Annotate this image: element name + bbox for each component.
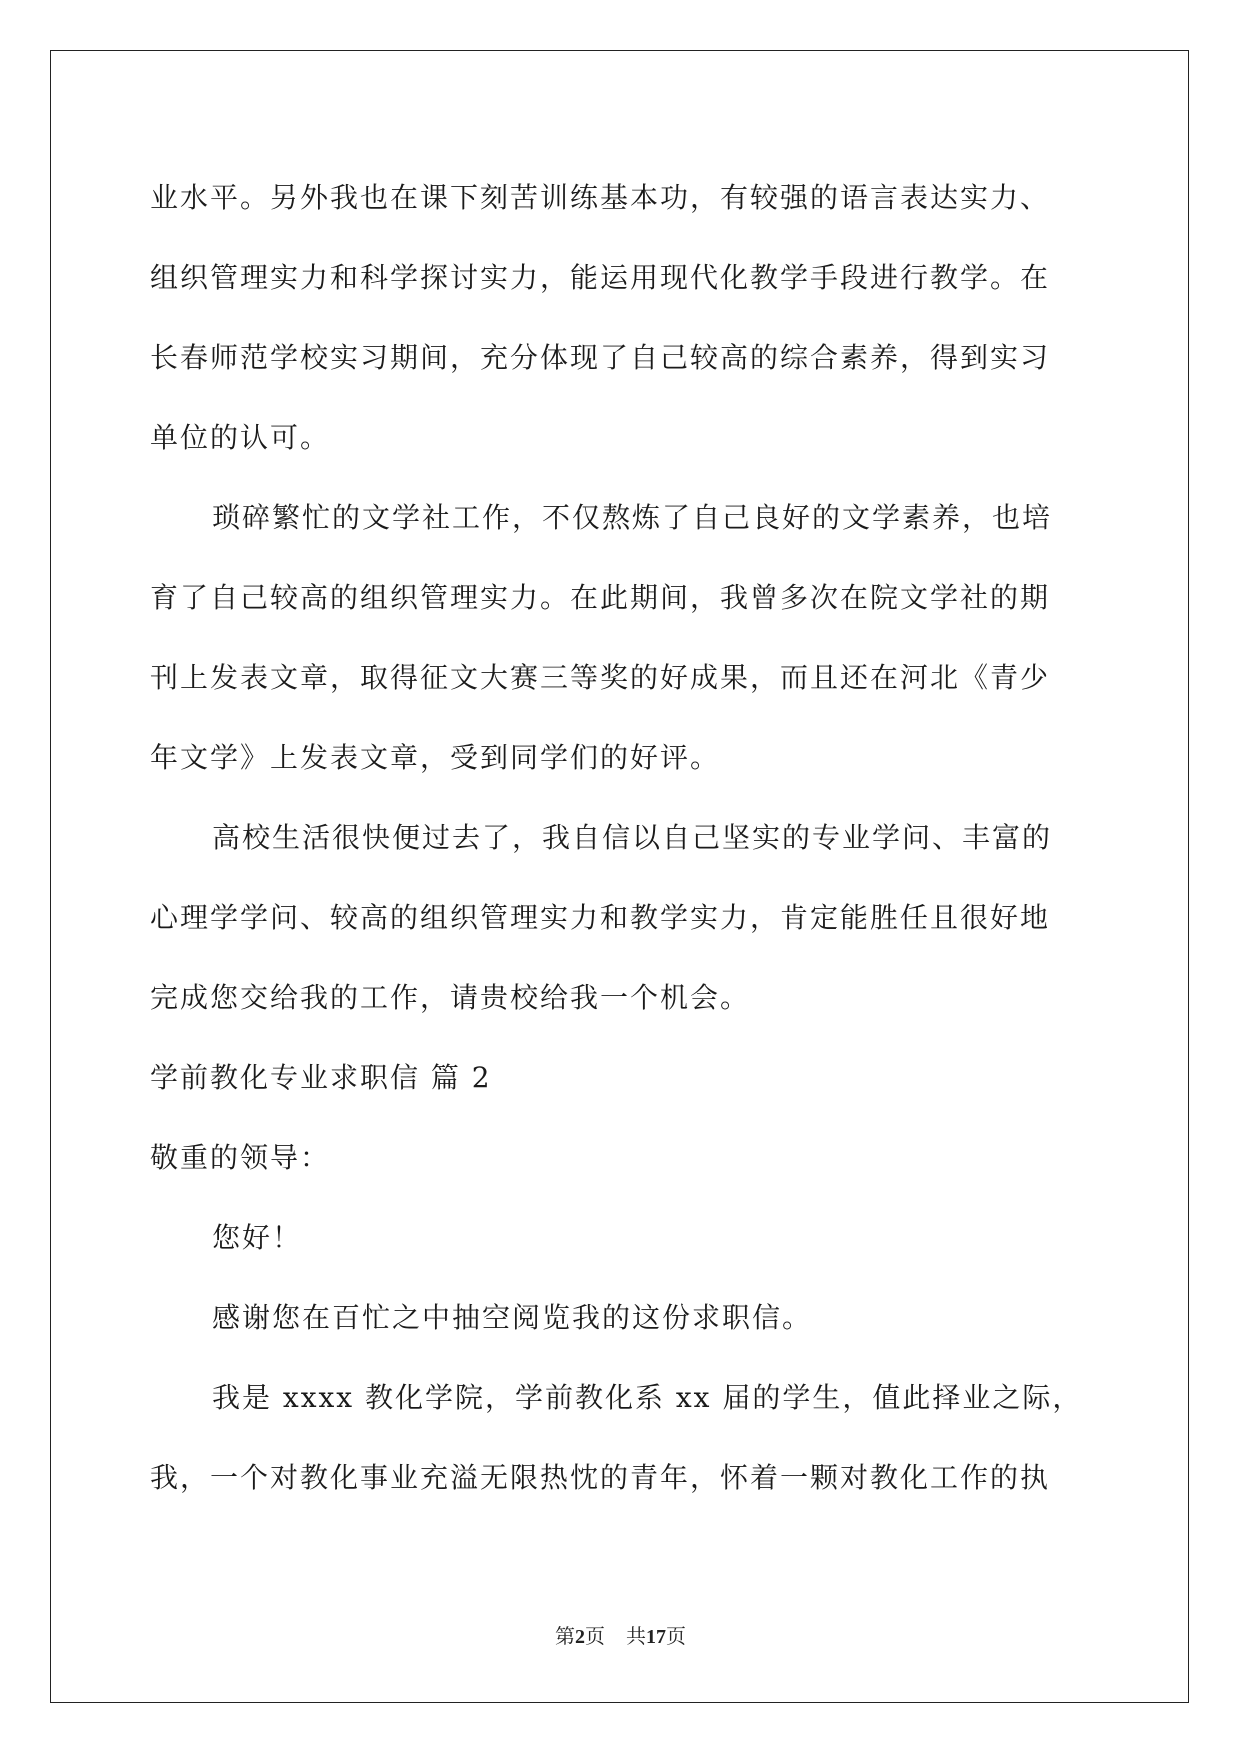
paragraph-line: 心理学学问、较高的组织管理实力和教学实力，肯定能胜任且很好地 xyxy=(150,901,1051,934)
paragraph-line: 育了自己较高的组织管理实力。在此期间，我曾多次在院文学社的期 xyxy=(150,581,1051,614)
paragraph-line: 我，一个对教化事业充溢无限热忱的青年，怀着一颗对教化工作的执 xyxy=(150,1461,1051,1494)
paragraph-line: 琐碎繁忙的文学社工作，不仅熬炼了自己良好的文学素养，也培 xyxy=(212,501,1053,534)
paragraph-line: 业水平。另外我也在课下刻苦训练基本功，有较强的语言表达实力、 xyxy=(150,181,1051,214)
greeting: 您好！ xyxy=(212,1221,303,1254)
document-body xyxy=(150,158,1083,1518)
paragraph-line: 单位的认可。 xyxy=(150,421,331,454)
page-number: 2 xyxy=(575,1626,585,1648)
paragraph-line: 感谢您在百忙之中抽空阅览我的这份求职信。 xyxy=(212,1301,813,1334)
page-footer xyxy=(0,1620,1241,1649)
page-indicator: 第2页 xyxy=(555,1626,605,1648)
section-heading: 学前教化专业求职信 篇 2 xyxy=(150,1061,492,1094)
total-pages: 17 xyxy=(646,1626,666,1648)
total-pages-indicator: 共17页 xyxy=(626,1626,686,1648)
paragraph-line: 年文学》上发表文章，受到同学们的好评。 xyxy=(150,741,721,774)
paragraph-line: 高校生活很快便过去了，我自信以自己坚实的专业学问、丰富的 xyxy=(212,821,1053,854)
paragraph-line: 完成您交给我的工作，请贵校给我一个机会。 xyxy=(150,981,751,1014)
paragraph-line: 组织管理实力和科学探讨实力，能运用现代化教学手段进行教学。在 xyxy=(150,261,1051,294)
paragraph-line: 我是 xxxx 教化学院，学前教化系 xx 届的学生，值此择业之际， xyxy=(212,1381,1083,1414)
salutation: 敬重的领导： xyxy=(150,1141,331,1174)
paragraph-line: 刊上发表文章，取得征文大赛三等奖的好成果，而且还在河北《青少 xyxy=(150,661,1051,694)
paragraph-line: 长春师范学校实习期间，充分体现了自己较高的综合素养，得到实习 xyxy=(150,341,1051,374)
